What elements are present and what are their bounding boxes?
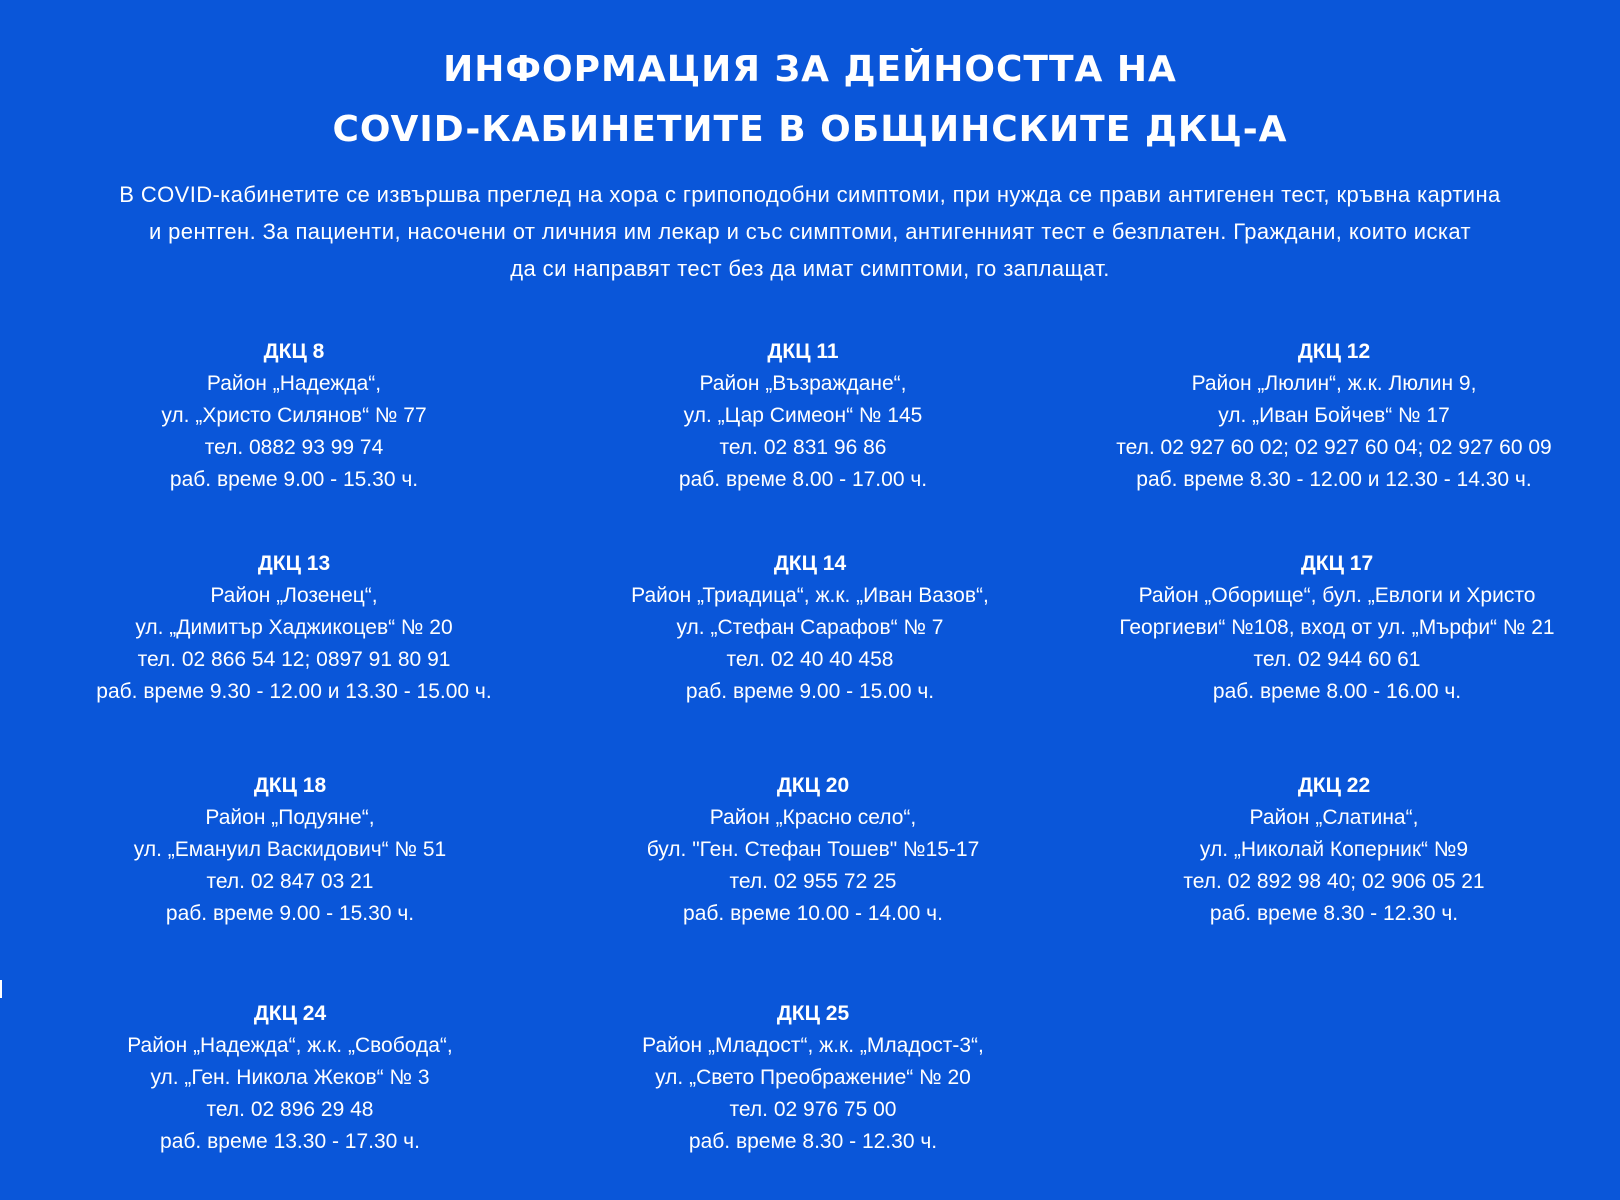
center-name: ДКЦ 17 — [1300, 552, 1374, 575]
edge-mark — [0, 980, 2, 998]
center-address-line-1: Район „Лозенец“, — [210, 584, 378, 607]
center-name: ДКЦ 13 — [257, 552, 331, 575]
center-card-dkc-14 — [560, 548, 1060, 708]
center-address-line-1: Район „Оборище“, бул. „Евлоги и Христо — [1138, 584, 1536, 607]
center-card-dkc-13 — [44, 548, 544, 708]
center-name: ДКЦ 8 — [263, 340, 325, 363]
center-card-dkc-22 — [1084, 770, 1584, 930]
intro-line-3: да си направят тест без да имат симптоми, го заплащат. — [510, 256, 1110, 281]
center-name: ДКЦ 25 — [776, 1002, 850, 1025]
center-address-line-1: Район „Слатина“, — [1249, 806, 1419, 829]
center-address-line-1: Район „Надежда“, ж.к. „Свобода“, — [127, 1034, 453, 1057]
center-name: ДКЦ 12 — [1297, 340, 1371, 363]
center-address-line-2: ул. „Христо Силянов“ № 77 — [161, 404, 427, 427]
center-address-line-2: ул. „Свето Преображение“ № 20 — [655, 1066, 971, 1089]
center-card-dkc-8 — [44, 336, 544, 496]
center-hours: раб. време 10.00 - 14.00 ч. — [683, 902, 943, 925]
center-name: ДКЦ 11 — [767, 340, 839, 363]
center-address-line-1: Район „Надежда“, — [206, 372, 382, 395]
center-address-line-1: Район „Възраждане“, — [699, 372, 907, 395]
center-address-line-2: ул. „Ген. Никола Жеков“ № 3 — [150, 1066, 430, 1089]
center-hours: раб. време 8.30 - 12.30 ч. — [1209, 902, 1459, 925]
center-hours: раб. време 8.00 - 16.00 ч. — [1212, 680, 1462, 703]
center-card-dkc-25 — [563, 998, 1063, 1158]
center-name: ДКЦ 14 — [773, 552, 847, 575]
center-phone: тел. 02 896 29 48 — [206, 1098, 374, 1121]
center-name: ДКЦ 18 — [253, 774, 327, 797]
center-address-line-1: Район „Подуяне“, — [205, 806, 375, 829]
page-title-line-2: COVID-КАБИНЕТИТЕ В ОБЩИНСКИТЕ ДКЦ-А — [332, 109, 1288, 150]
center-address-line-2: Георгиеви“ №108, вход от ул. „Мърфи“ № 21 — [1119, 616, 1555, 639]
center-card-dkc-18 — [40, 770, 540, 930]
center-phone: тел. 02 944 60 61 — [1253, 648, 1421, 671]
page-title-line-1: ИНФОРМАЦИЯ ЗА ДЕЙНОСТТА НА — [443, 49, 1177, 90]
center-name: ДКЦ 22 — [1297, 774, 1371, 797]
center-address-line-1: Район „Красно село“, — [709, 806, 917, 829]
center-hours: раб. време 9.00 - 15.30 ч. — [169, 468, 419, 491]
center-address-line-2: ул. „Цар Симеон“ № 145 — [683, 404, 923, 427]
center-hours: раб. време 8.30 - 12.00 и 12.30 - 14.30 ч. — [1136, 468, 1532, 491]
center-name: ДКЦ 20 — [776, 774, 850, 797]
center-phone: тел. 02 892 98 40; 02 906 05 21 — [1183, 870, 1485, 893]
center-phone: тел. 02 866 54 12; 0897 91 80 91 — [137, 648, 451, 671]
center-address-line-1: Район „Люлин“, ж.к. Люлин 9, — [1191, 372, 1477, 395]
center-address-line-2: ул. „Димитър Хаджикоцев“ № 20 — [135, 616, 453, 639]
center-phone: тел. 02 927 60 02; 02 927 60 04; 02 927 60 09 — [1116, 436, 1552, 459]
center-card-dkc-11 — [553, 336, 1053, 496]
center-phone: тел. 02 955 72 25 — [729, 870, 897, 893]
center-hours: раб. време 13.30 - 17.30 ч. — [160, 1130, 420, 1153]
center-address-line-1: Район „Триадица“, ж.к. „Иван Вазов“, — [631, 584, 989, 607]
center-phone: тел. 02 976 75 00 — [729, 1098, 897, 1121]
center-name: ДКЦ 24 — [253, 1002, 327, 1025]
center-hours: раб. време 8.00 - 17.00 ч. — [678, 468, 928, 491]
center-address-line-1: Район „Младост“, ж.к. „Младост-3“, — [642, 1034, 984, 1057]
center-card-dkc-20 — [563, 770, 1063, 930]
center-card-dkc-17 — [1087, 548, 1587, 708]
intro-line-2: и рентген. За пациенти, насочени от личния им лекар и със симптоми, антигенният тест е безплатен. Граждани, които искат — [148, 219, 1472, 244]
center-phone: тел. 02 847 03 21 — [206, 870, 374, 893]
center-address-line-2: ул. „Стефан Сарафов“ № 7 — [676, 616, 944, 639]
intro-line-1: В COVID-кабинетите се извършва преглед на хора с грипоподобни симптоми, при нужда се прави антигенен тест, кръвна картина — [119, 182, 1501, 207]
center-address-line-2: ул. „Николай Коперник“ №9 — [1199, 838, 1469, 861]
center-hours: раб. време 9.30 - 12.00 и 13.30 - 15.00 ч. — [96, 680, 492, 703]
center-address-line-2: ул. „Иван Бойчев“ № 17 — [1218, 404, 1450, 427]
center-phone: тел. 0882 93 99 74 — [204, 436, 384, 459]
center-phone: тел. 02 831 96 86 — [719, 436, 887, 459]
center-phone: тел. 02 40 40 458 — [726, 648, 894, 671]
intro-paragraph — [50, 176, 1570, 287]
center-address-line-2: бул. "Ген. Стефан Тошев" №15-17 — [646, 838, 980, 861]
center-hours: раб. време 9.00 - 15.00 ч. — [685, 680, 935, 703]
center-address-line-2: ул. „Емануил Васкидович“ № 51 — [133, 838, 447, 861]
center-hours: раб. време 8.30 - 12.30 ч. — [688, 1130, 938, 1153]
center-card-dkc-24 — [40, 998, 540, 1158]
center-card-dkc-12 — [1084, 336, 1584, 496]
center-hours: раб. време 9.00 - 15.30 ч. — [165, 902, 415, 925]
page-title — [0, 40, 1620, 160]
